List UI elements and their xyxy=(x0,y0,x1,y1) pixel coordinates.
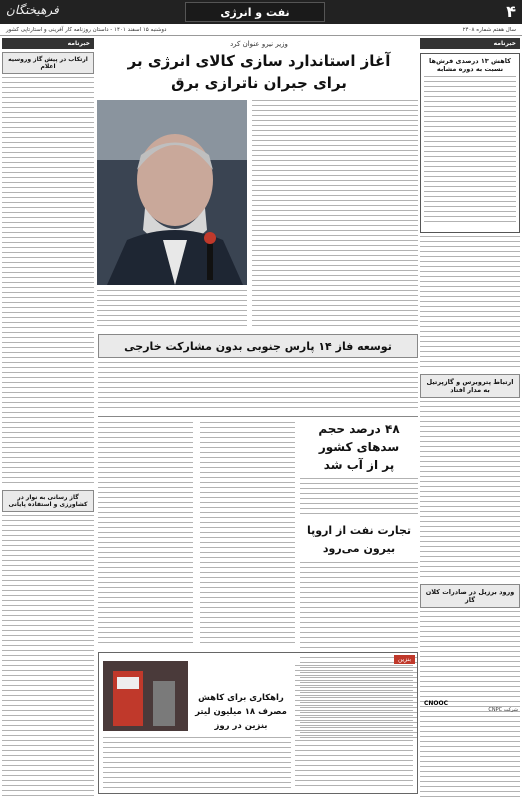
left-story-1 xyxy=(2,52,94,74)
left-story-2-body xyxy=(2,515,94,798)
right-story-2-body xyxy=(420,401,520,581)
right-story-1b-body xyxy=(420,236,520,371)
gasoline-headline-line1: راهکاری برای کاهش xyxy=(198,693,284,703)
gasoline-label: بنزین xyxy=(394,655,415,664)
middle-body-col1 xyxy=(200,422,295,647)
newspaper-logo: فرهیختگان xyxy=(6,3,59,17)
south-pars-headline: توسعه فاز ۱۴ پارس جنوبی بدون مشارکت خارجی xyxy=(124,339,392,353)
page-number: ۴ xyxy=(506,2,516,21)
right-story-3 xyxy=(420,584,520,608)
right-story-3-title: ورود برزیل در صادرات کلان گاز xyxy=(425,588,515,604)
issue-line xyxy=(0,24,522,36)
lead-kicker: وزیر نیرو عنوان کرد xyxy=(230,40,288,48)
left-story-2-title: گاز رسانی به نوار در کشاورزی و استفاده پایانی xyxy=(8,494,88,508)
right-story-1 xyxy=(420,53,520,233)
dams-headline-line2: سدهای کشور xyxy=(318,440,400,454)
cnpc-text: شرکت CNPC xyxy=(488,707,518,713)
left-story-1-body xyxy=(2,77,94,487)
south-pars-body xyxy=(98,362,418,412)
gasoline-photo xyxy=(103,661,188,731)
lead-body xyxy=(252,100,418,330)
issue-number: سال هفتم شماره ۲۴۰۸ xyxy=(462,27,516,33)
right-story-2 xyxy=(420,374,520,398)
lead-body-under-photo xyxy=(97,290,247,330)
left-column-label: خبرنامه xyxy=(2,38,94,49)
gasoline-headline-line3: بنزین در روز xyxy=(214,721,268,731)
left-story-1-title: ارتکاب در پیش گاز وروسیه اعلام xyxy=(8,56,88,70)
right-column xyxy=(420,38,520,794)
gasoline-box xyxy=(98,652,418,794)
oil-trade-headline-line2: بیرون می‌رود xyxy=(322,542,396,555)
right-story-1-body xyxy=(424,76,516,226)
gasoline-body-left xyxy=(103,737,291,789)
cnpc-brand: CNOOC xyxy=(424,700,449,707)
left-column xyxy=(2,38,94,794)
lead-headline-line1: آغاز استاندارد سازی کالای انرژی بر xyxy=(127,52,391,70)
gasoline-headline-line2: مصرف ۱۸ میلیون لیتر xyxy=(195,707,287,717)
issue-date: دوشنبه ۱۵ اسفند ۱۴۰۱ - داستان روزنامه کار آفرینی و استارتاپی کشور xyxy=(6,27,167,33)
cnpc-box xyxy=(424,700,518,760)
dams-body xyxy=(300,478,418,518)
right-story-1-title: کاهش ۱۳ درصدی فرش‌ها نسبت به دوره مشابه xyxy=(429,57,511,73)
gasoline-body-right xyxy=(295,665,413,790)
south-pars-headline-box xyxy=(98,334,418,358)
dams-headline-line3: پر از آب شد xyxy=(323,458,395,472)
oil-trade-headline-line1: تجارت نفت از اروپا xyxy=(306,524,412,537)
section-title: نفت و انرژی xyxy=(185,2,325,22)
divider xyxy=(98,416,418,417)
right-column-label: خبرنامه xyxy=(420,38,520,49)
lead-photo xyxy=(97,100,247,285)
fuel-pump-illustration xyxy=(103,661,188,731)
dams-headline-line1: ۴۸ درصد حجم xyxy=(318,422,400,436)
lead-headline-line2: برای جبران ناترازی برق xyxy=(171,74,347,92)
right-story-2-title: ارتباط پتروبرس و گازپرتیل به مدار افتاد xyxy=(426,378,514,394)
left-story-2 xyxy=(2,490,94,512)
middle-body-col2 xyxy=(98,422,193,647)
portrait-illustration xyxy=(97,100,247,285)
